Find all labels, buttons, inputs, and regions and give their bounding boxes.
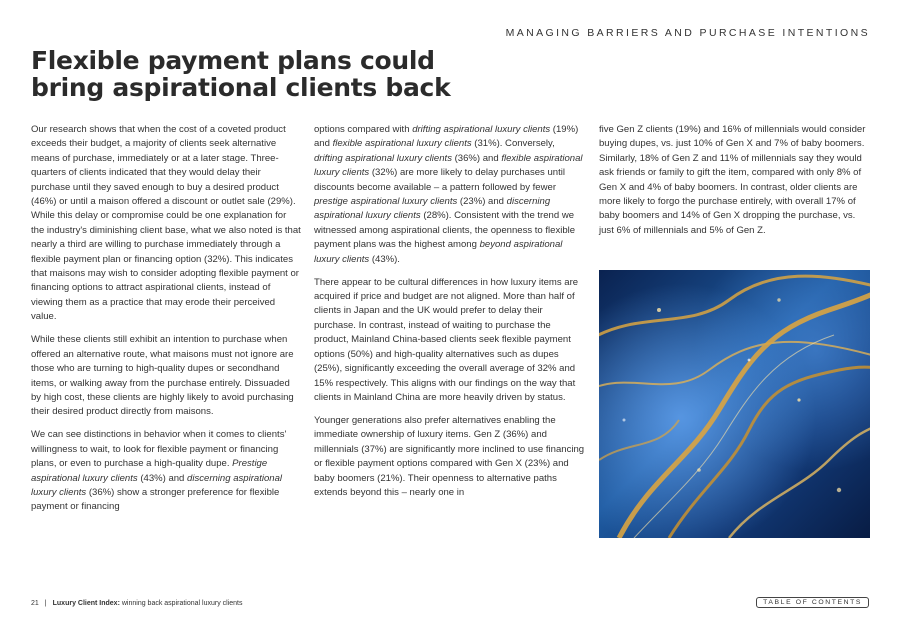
segment-name: flexible aspirational luxury clients xyxy=(332,138,472,150)
text-run: (31%). Conversely, xyxy=(471,138,555,150)
page-title: Flexible payment plans could bring aspirational clients back xyxy=(31,46,451,102)
paragraph xyxy=(314,123,586,267)
paragraph: While these clients still exhibit an intention to purchase when offered an alternative route, what maisons must not ignore are those who are turning to high-quality dupes or secondhand items, or walking away from the purchase entirely. Dissuaded by high cost, these clients are highly likely to avoid purchasing their desired product directly from maisons. xyxy=(31,334,294,418)
segment-name: flexible aspirational luxury clients xyxy=(314,152,583,179)
eyebrow: MANAGING BARRIERS AND PURCHASE INTENTIONS xyxy=(505,27,870,39)
text-run: (43%). xyxy=(369,253,400,265)
paragraph xyxy=(31,428,301,514)
abstract-blue-gold-artwork xyxy=(599,270,870,538)
table-of-contents-button[interactable]: TABLE OF CONTENTS xyxy=(756,597,869,608)
paragraph: Our research shows that when the cost of a coveted product exceeds their budget, a majority of clients seek alternative means of purchase, immediately or at a later stage. Three-quarters of clients indicated that they would delay their purchase until they saved enough to buy a desired product (46%) or until a maison offered a discount or outlet sale (29%). While this delay or compromise could be one explanation for the industry's diminishing client base, what we also noted is that nearly a third are willing to purchase immediately through a flexible payment plan or financing option (32%). This indicates that maisons may wish to consider adopting flexible payment or financing options to attract aspirational clients, instead of viewing them as a practice that may erode their perceived value. xyxy=(31,124,301,323)
paragraph: There appear to be cultural differences in how luxury items are acquired if price and budget are not aligned. More than half of clients in Japan and the UK would prefer to delay their purchase. In contrast, instead of waiting to purchase the product, Mainland China-based clients seek flexible payment options (50%) and high-quality alternatives such as dupes (25%), significantly exceeding the overall average of 32% and 15% respectively. This aligns with our findings on the way that clients in Mainland China are more heavily driven by status. xyxy=(314,276,579,403)
column-3 xyxy=(599,123,871,247)
footer-separator: | xyxy=(44,600,47,607)
text-run: (23%) and xyxy=(457,196,507,208)
segment-name: prestige aspirational luxury clients xyxy=(314,196,458,208)
report-subtitle: winning back aspirational luxury clients xyxy=(119,600,243,607)
segment-name: discerning aspirational luxury clients xyxy=(314,196,551,222)
text-run: (43%) and xyxy=(137,472,188,484)
text-run: options compared with xyxy=(314,124,413,135)
segment-name: Prestige aspirational luxury clients xyxy=(31,458,268,484)
text-run: (36%) and xyxy=(451,152,502,164)
text-run: (28%). Consistent with the trend we witnessed among aspirational clients, the openness to flexible payment plans was the highest among xyxy=(314,210,576,251)
text-run: (36%) show a stronger preference for flexible payment or financing xyxy=(31,486,280,513)
page-footer xyxy=(31,600,242,607)
text-run: (32%) are more likely to delay purchases until discounts become available – a pattern followed by fewer xyxy=(314,167,565,193)
segment-name: beyond aspirational luxury clients xyxy=(314,239,563,265)
report-name: Luxury Client Index: xyxy=(52,600,120,607)
segment-name: discerning aspirational luxury clients xyxy=(31,472,283,498)
paragraph: five Gen Z clients (19%) and 16% of millennials would consider buying dupes, vs. just 10% of Gen X and 7% of baby boomers. Similarly, 18% of Gen Z and 11% of millennials say they would ask friends or family to gift the item, compared with only 8% of Gen X and 4% of baby boomers. In contrast, older clients are more likely to forgo the purchase entirely, with overall 17% of baby boomers and 14% of Gen X dropping the purchase, vs. just 6% of millennials and 5% of Gen Z. xyxy=(599,124,866,236)
page-number: 21 xyxy=(31,600,39,607)
column-2 xyxy=(314,123,586,509)
segment-name: drifting aspirational luxury clients xyxy=(412,124,551,135)
paragraph: Younger generations also prefer alternatives enabling the immediate ownership of luxury items. Gen Z (36%) and millennials (37%) are significantly more inclined to use financing or flexible payment options compared with Gen X (23%) and baby boomers (21%). Their openness to alternative paths extends beyond this – nearly one in xyxy=(314,414,585,498)
column-1 xyxy=(31,123,301,523)
segment-name: drifting aspirational luxury clients xyxy=(314,152,452,164)
decorative-image xyxy=(599,270,870,538)
text-run: (19%) and xyxy=(314,124,579,150)
text-run: We can see distinctions in behavior when it comes to clients' willingness to wait, to look for flexible payment or financing plans, or even to purchase a high-quality dupe. xyxy=(31,429,287,470)
